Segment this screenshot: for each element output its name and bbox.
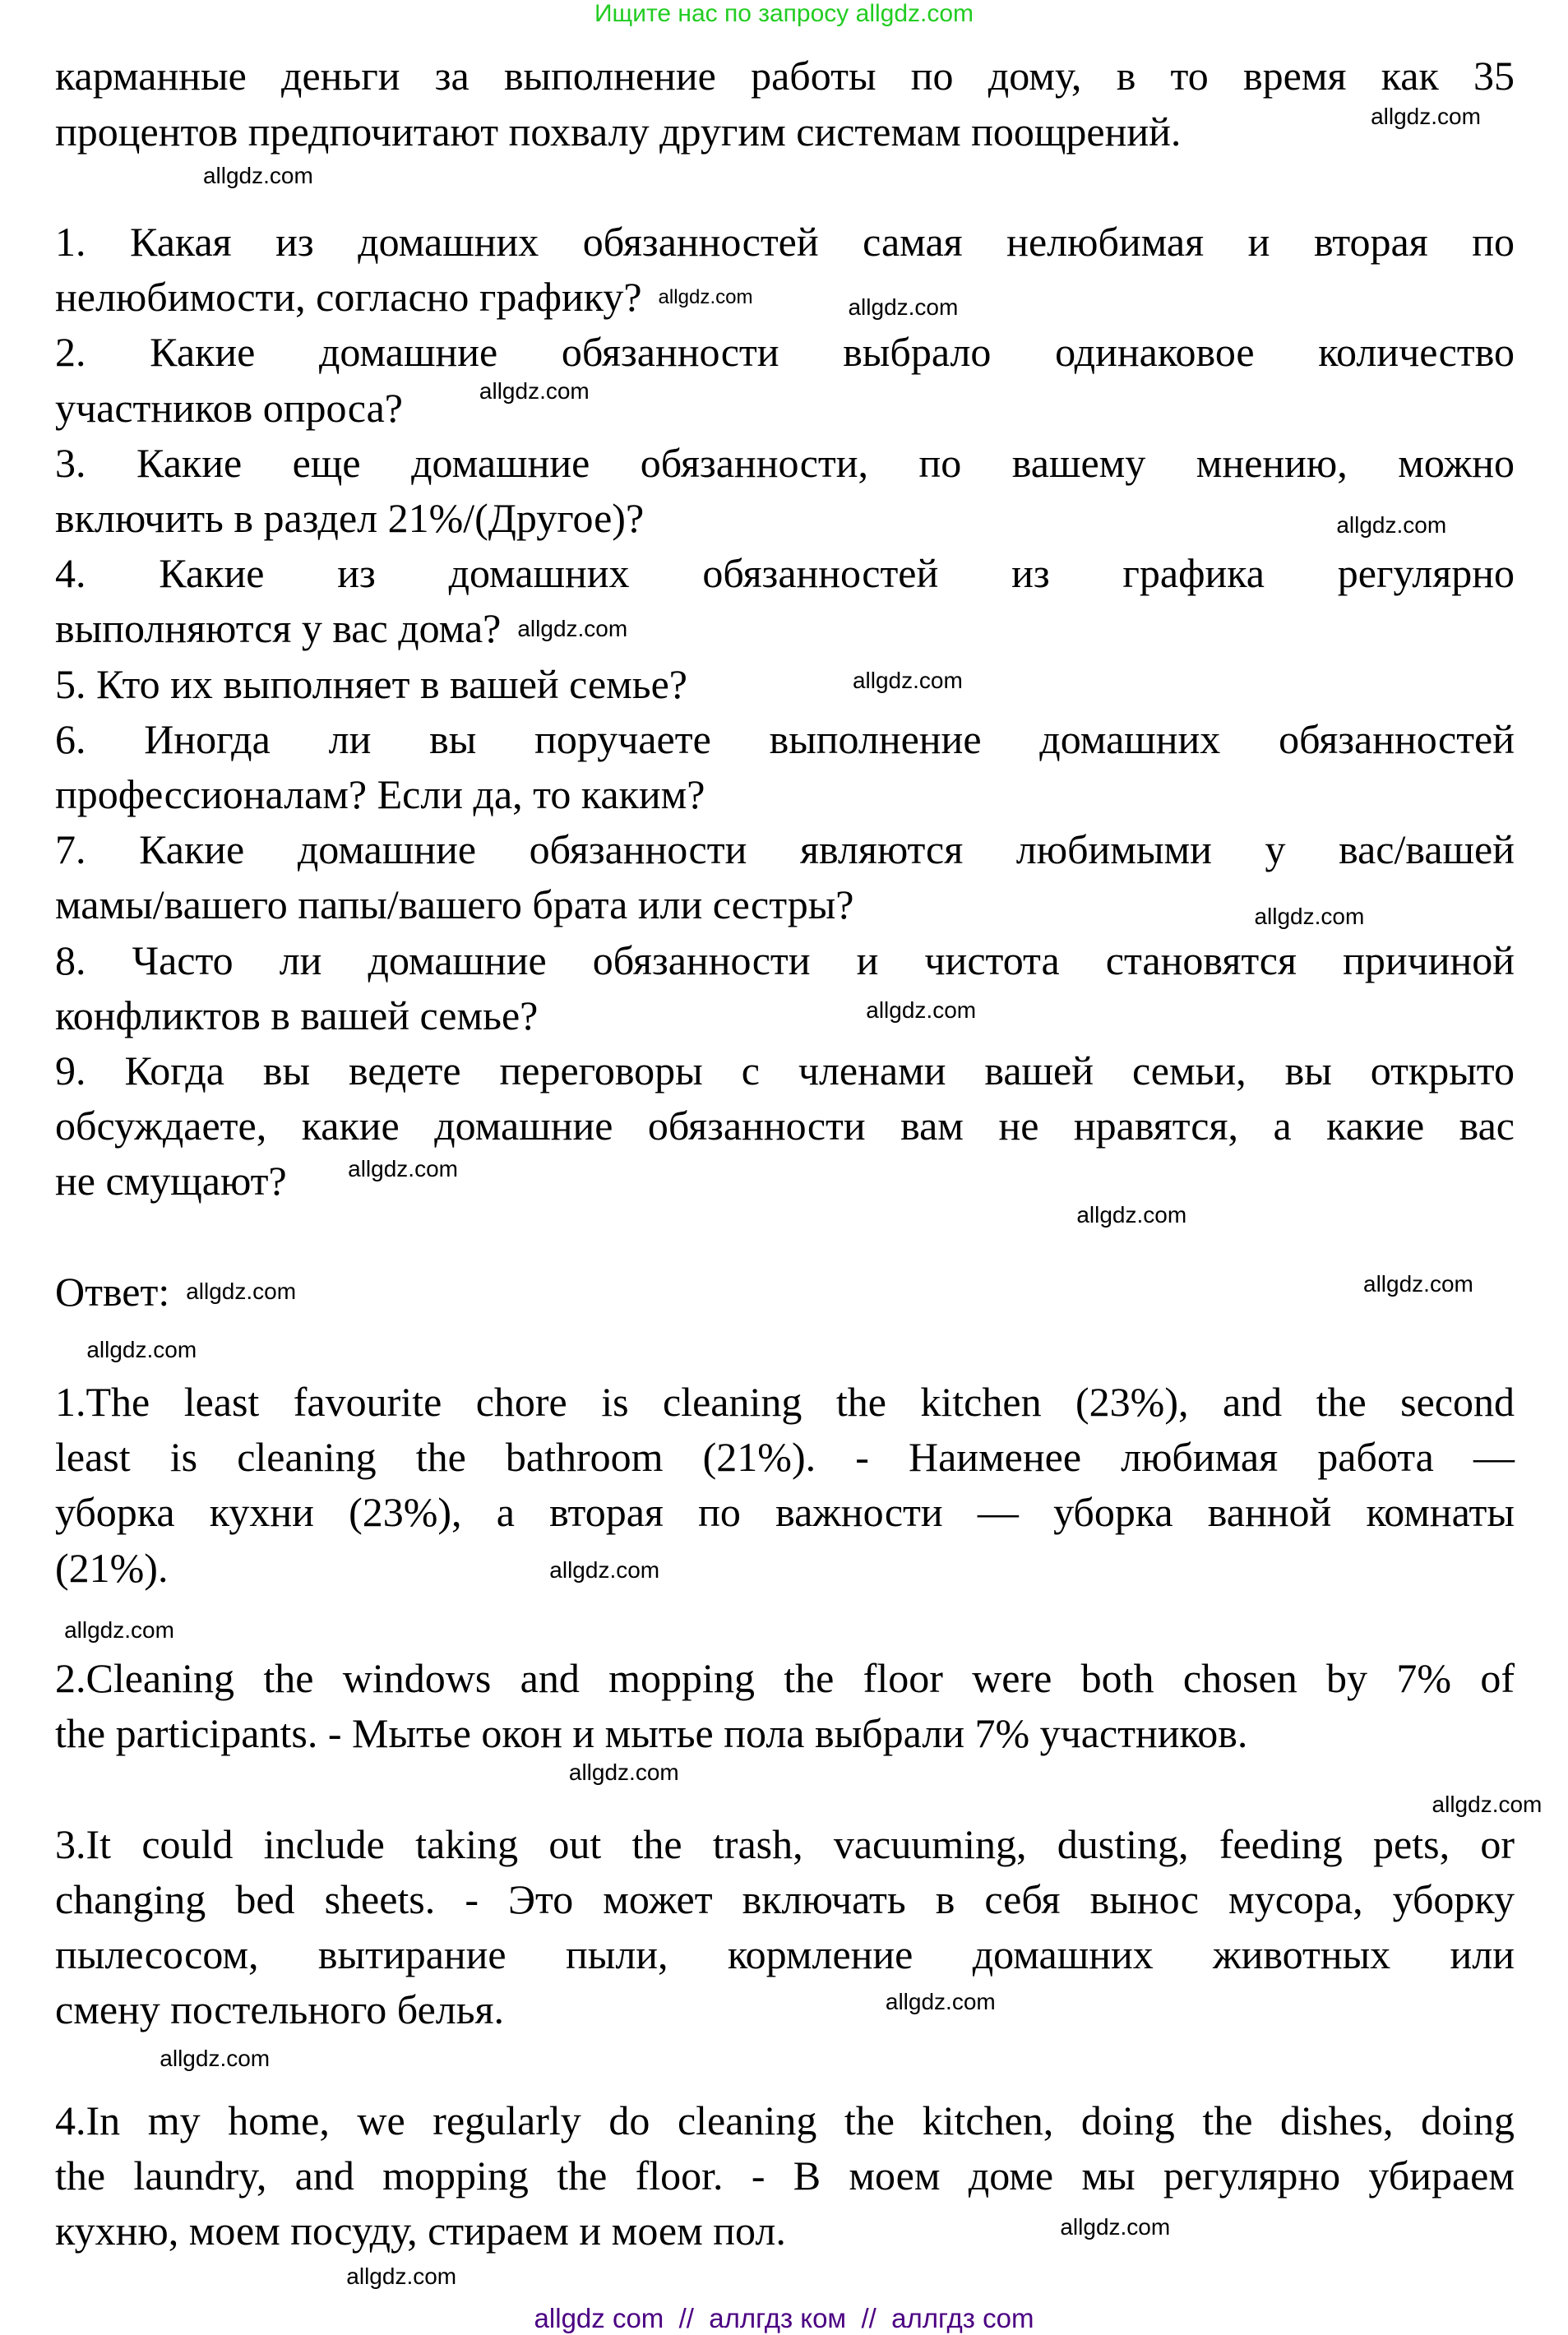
text-line: 3.It could include taking out the trash, vacuuming, dusting, feeding pets, or (55, 1820, 1515, 1867)
header-banner: Ищите нас по запросу allgdz.com (594, 0, 974, 27)
text-line: 2.Cleaning the windows and mopping the floor were both chosen by 7% of (55, 1655, 1515, 1701)
text-line: кухню, моем посуду, стираем и моем пол. (55, 2207, 786, 2254)
text-line: не смущают? (55, 1158, 287, 1204)
watermark-text: allgdz.com (549, 1557, 660, 1584)
text-line: 1. Какая из домашних обязанностей самая нелюбимая и вторая по (55, 219, 1515, 265)
watermark-text: allgdz.com (517, 615, 628, 641)
text-line: 1.The least favourite chore is cleaning the kitchen (23%), and the second (55, 1379, 1515, 1426)
watermark-text: allgdz.com (348, 1155, 458, 1181)
text-line: 6. Иногда ли вы поручаете выполнение домашних обязанностей (55, 715, 1515, 762)
text-line: карманные деньги за выполнение работы по дому, в то время как 35 (55, 53, 1515, 99)
watermark-text: allgdz.com (346, 2263, 457, 2290)
text-line: 4.In my home, we regularly do cleaning the kitchen, doing the dishes, doing (55, 2097, 1515, 2143)
text-line: процентов предпочитают похвалу другим системам поощрений. (55, 108, 1182, 155)
text-line: Ответ: (55, 1268, 170, 1315)
watermark-text: allgdz.com (1363, 1270, 1473, 1297)
watermark-text: allgdz.com (1060, 2214, 1171, 2240)
text-line: (21%). (55, 1544, 169, 1591)
text-line: смену постельного белья. (55, 1986, 505, 2033)
watermark-text: allgdz.com (202, 163, 313, 189)
text-line: 3. Какие еще домашние обязанности, по вашему мнению, можно (55, 439, 1515, 486)
text-line: обсуждаете, какие домашние обязанности вам не нравятся, а какие вас (55, 1103, 1515, 1149)
watermark-text: allgdz.com (186, 1278, 297, 1305)
text-line: уборка кухни (23%), а вторая по важности — уборка ванной комнаты (55, 1489, 1515, 1536)
text-line: конфликтов в вашей семье? (55, 992, 539, 1038)
text-line: 2. Какие домашние обязанности выбрало одинаковое количество (55, 329, 1515, 376)
watermark-text: allgdz.com (848, 294, 959, 321)
watermark-text: allgdz.com (86, 1336, 197, 1362)
text-line: 7. Какие домашние обязанности являются любимыми у вас/вашей (55, 826, 1515, 873)
watermark-text: allgdz.com (866, 997, 977, 1024)
text-line: 8. Часто ли домашние обязанности и чистота становятся причиной (55, 936, 1515, 983)
text-line: changing bed sheets. - Это может включать в себя вынос мусора, уборку (55, 1875, 1515, 1922)
text-line: участников опроса? (55, 384, 403, 431)
watermark-text: allgdz.com (1336, 512, 1447, 539)
text-line: включить в раздел 21%/(Другое)? (55, 494, 645, 541)
watermark-text: allgdz.com (479, 378, 590, 405)
watermark-text: allgdz.com (1076, 1202, 1187, 1228)
text-line: 9. Когда вы ведете переговоры с членами вашей семьи, вы открыто (55, 1047, 1515, 1094)
text-line: мамы/вашего папы/вашего брата или сестры? (55, 881, 854, 928)
watermark-text: allgdz.com (160, 2046, 271, 2072)
watermark-text: allgdz.com (658, 285, 753, 308)
text-line: 5. Кто их выполняет в вашей семье? (55, 660, 687, 707)
watermark-text: allgdz.com (1432, 1791, 1543, 1817)
text-line: the laundry, and mopping the floor. - В моем доме мы регулярно убираем (55, 2152, 1515, 2199)
watermark-text: allgdz.com (885, 1989, 996, 2015)
text-line: the participants. - Мытье окон и мытье пола выбрали 7% участников. (55, 1710, 1248, 1757)
watermark-text: allgdz.com (852, 668, 963, 694)
watermark-text: allgdz.com (64, 1617, 174, 1644)
watermark-text: allgdz.com (1254, 904, 1365, 930)
text-line: нелюбимости, согласно графику? (55, 274, 642, 321)
watermark-text: allgdz.com (1371, 103, 1481, 129)
text-line: выполняются у вас дома? (55, 605, 502, 652)
text-line: least is cleaning the bathroom (21%). - Наименее любимая работа — (55, 1434, 1515, 1481)
text-line: 4. Какие из домашних обязанностей из графика регулярно (55, 550, 1515, 597)
footer-banner: allgdz com // аллгдз ком // аллгдз com (534, 2303, 1034, 2333)
text-line: пылесосом, вытирание пыли, кормление домашних животных или (55, 1930, 1515, 1977)
watermark-text: allgdz.com (568, 1759, 679, 1785)
text-line: профессионалам? Если да, то каким? (55, 770, 705, 817)
